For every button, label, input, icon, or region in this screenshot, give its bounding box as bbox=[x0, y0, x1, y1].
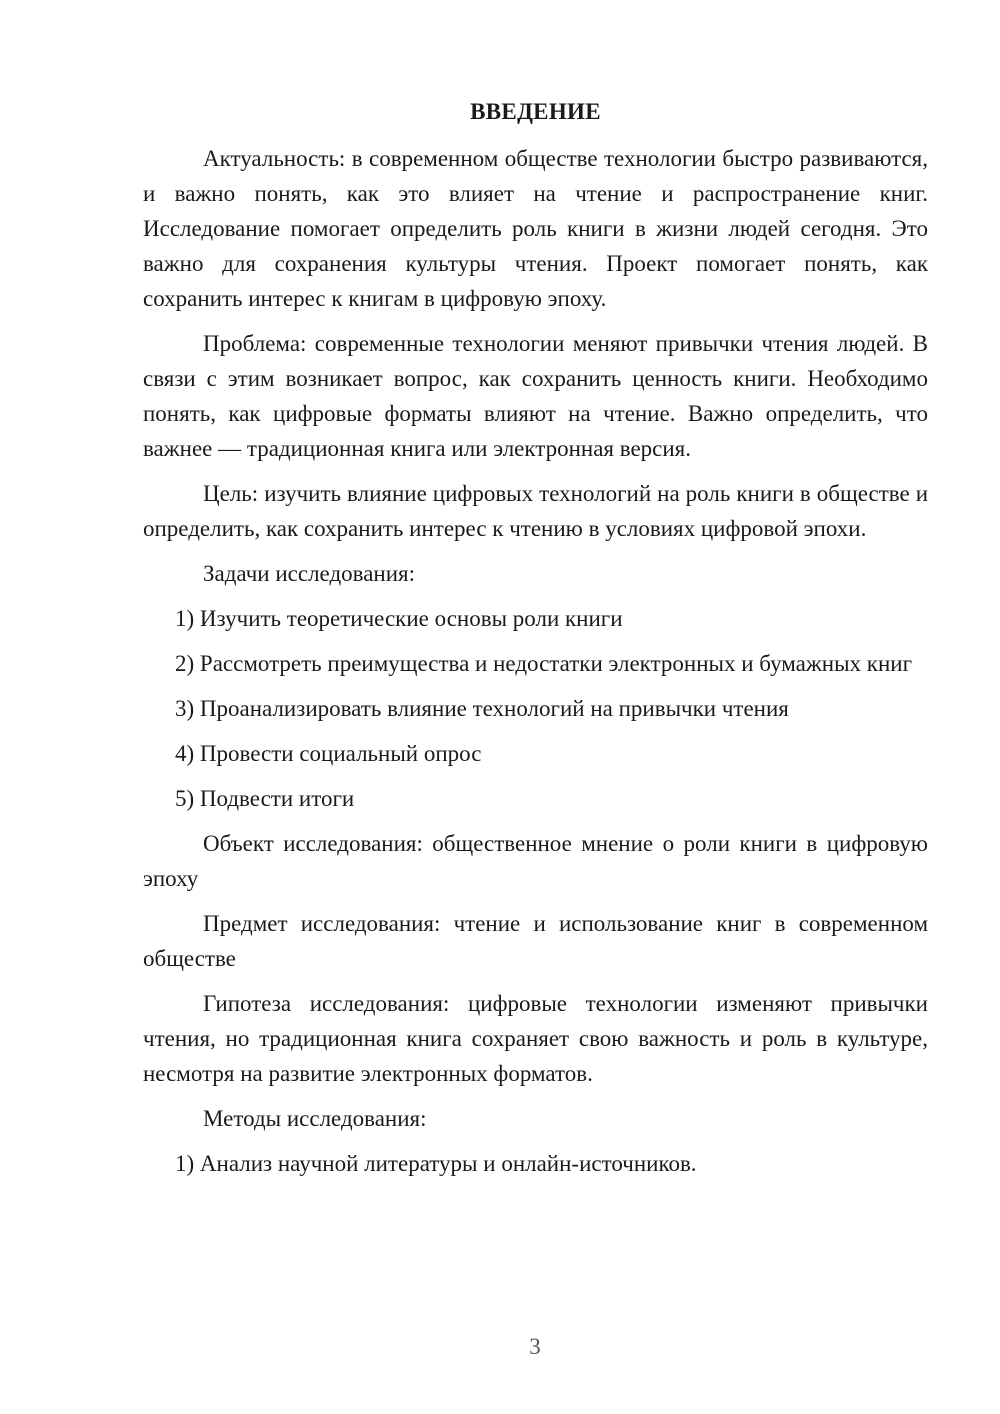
task-item: 4) Провести социальный опрос bbox=[175, 741, 482, 766]
method-item: 1) Анализ научной литературы и онлайн-источников. bbox=[175, 1151, 697, 1176]
hypothesis-paragraph: Гипотеза исследования: цифровые технологии изменяют привычки чтения, но традиционная книга сохраняет свою важность и роль в культуре, несмотря на развитие электронных форматов. bbox=[143, 991, 928, 1086]
methods-heading: Методы исследования: bbox=[203, 1106, 427, 1131]
subject-paragraph: Предмет исследования: чтение и использование книг в современном обществе bbox=[143, 911, 928, 971]
methods-list bbox=[143, 1146, 928, 1181]
problem-paragraph: Проблема: современные технологии меняют привычки чтения людей. В связи с этим возникает вопрос, как сохранить ценность книги. Необходимо понять, как цифровые форматы влияют на чтение. Важно определить, что важнее — традиционная книга или электронная версия. bbox=[143, 331, 928, 461]
task-item: 5) Подвести итоги bbox=[175, 786, 355, 811]
task-item: 2) Рассмотреть преимущества и недостатки электронных и бумажных книг bbox=[175, 651, 913, 676]
task-item: 3) Проанализировать влияние технологий на привычки чтения bbox=[175, 696, 789, 721]
page-content bbox=[143, 94, 928, 1191]
task-item: 1) Изучить теоретические основы роли книги bbox=[175, 606, 623, 631]
tasks-heading: Задачи исследования: bbox=[203, 561, 416, 586]
page-number: 3 bbox=[529, 1334, 541, 1359]
object-paragraph: Объект исследования: общественное мнение о роли книги в цифровую эпоху bbox=[143, 831, 928, 891]
relevance-paragraph: Актуальность: в современном обществе технологии быстро развиваются, и важно понять, как это влияет на чтение и распространение книг. Исследование помогает определить роль книги в жизни людей сегодня. Это важно для сохранения культуры чтения. Проект помогает понять, как сохранить интерес к книгам в цифровую эпоху. bbox=[143, 146, 928, 311]
tasks-list bbox=[143, 601, 928, 816]
page-title: ВВЕДЕНИЕ bbox=[470, 99, 601, 124]
goal-paragraph: Цель: изучить влияние цифровых технологий на роль книги в обществе и определить, как сохранить интерес к чтению в условиях цифровой эпохи. bbox=[143, 481, 928, 541]
